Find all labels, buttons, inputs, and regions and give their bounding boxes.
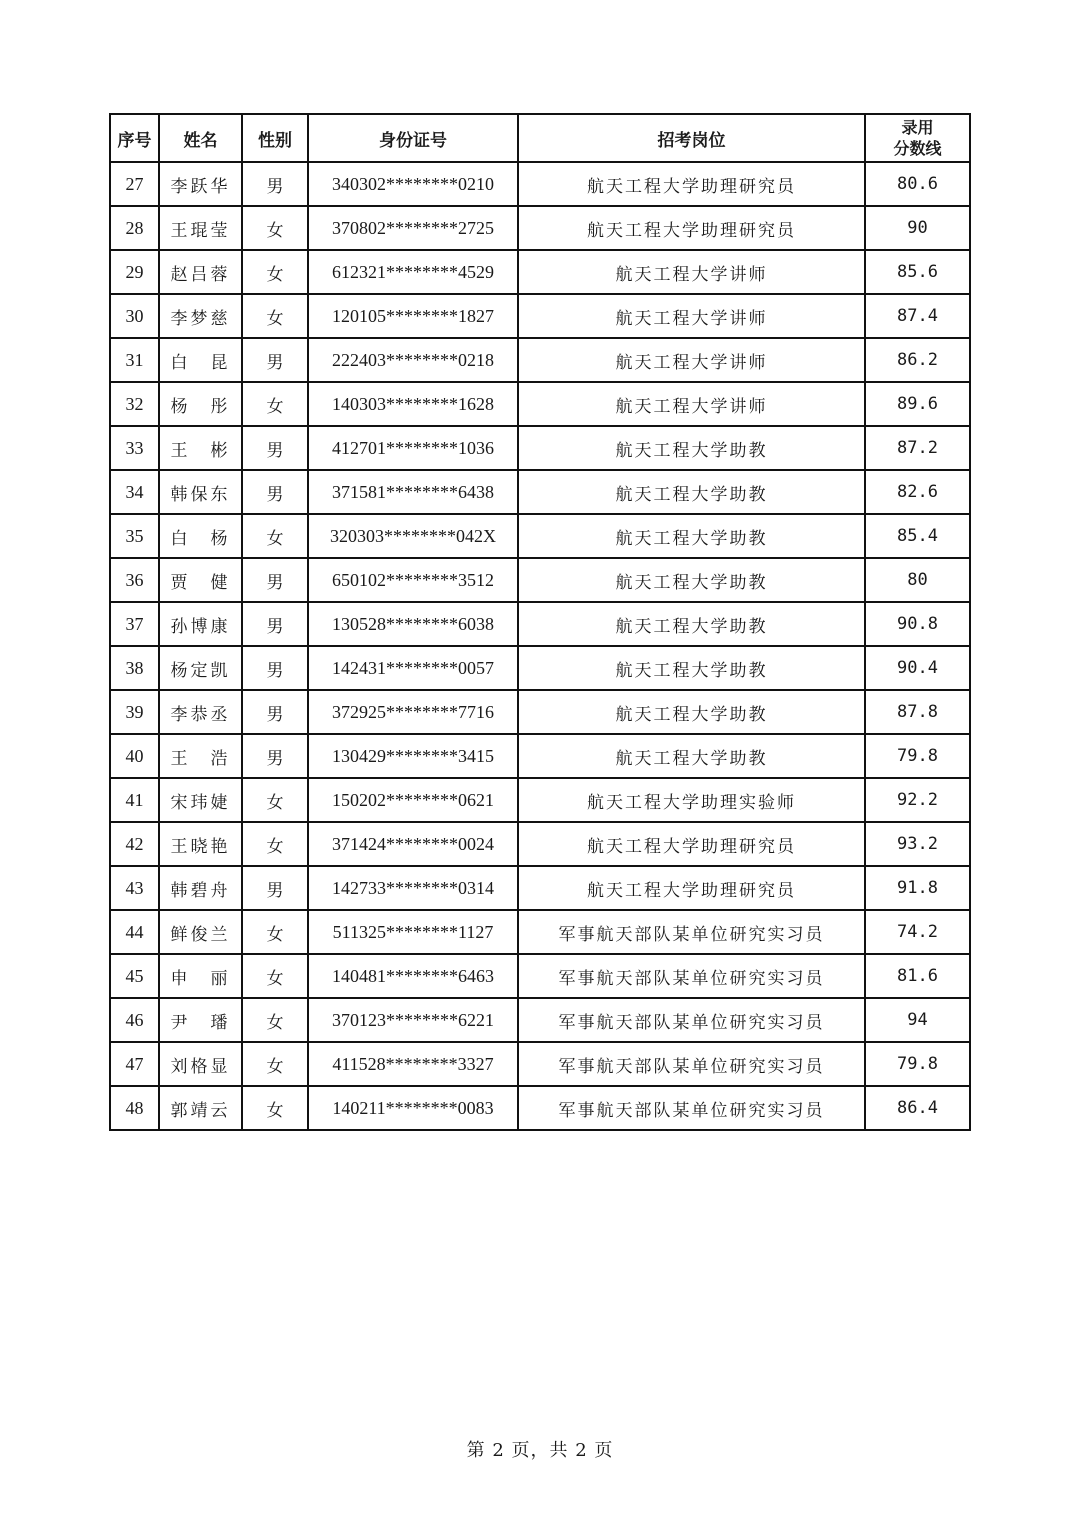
- cell-score: 93.2: [865, 822, 970, 866]
- cell-seq: 44: [110, 910, 159, 954]
- cell-gender: 女: [242, 294, 308, 338]
- cell-gender: 女: [242, 382, 308, 426]
- cell-name: 王琨莹: [159, 206, 242, 250]
- cell-id-number: 140303********1628: [308, 382, 518, 426]
- cell-id-number: 130429********3415: [308, 734, 518, 778]
- table-row: [110, 294, 970, 338]
- table-row: [110, 910, 970, 954]
- table-row: [110, 1042, 970, 1086]
- cell-score: 90: [865, 206, 970, 250]
- cell-name: 白 杨: [159, 514, 242, 558]
- cell-gender: 男: [242, 426, 308, 470]
- cell-score: 85.4: [865, 514, 970, 558]
- cell-gender: 男: [242, 690, 308, 734]
- cell-seq: 30: [110, 294, 159, 338]
- cell-seq: 48: [110, 1086, 159, 1130]
- cell-gender: 女: [242, 206, 308, 250]
- header-score: [865, 114, 970, 162]
- cell-name: 韩碧舟: [159, 866, 242, 910]
- cell-seq: 38: [110, 646, 159, 690]
- cell-seq: 27: [110, 162, 159, 206]
- cell-id-number: 140481********6463: [308, 954, 518, 998]
- cell-score: 90.8: [865, 602, 970, 646]
- cell-gender: 女: [242, 998, 308, 1042]
- cell-position: 航天工程大学助理研究员: [518, 206, 865, 250]
- cell-id-number: 142733********0314: [308, 866, 518, 910]
- table-body: [110, 162, 970, 1130]
- cell-position: 航天工程大学助教: [518, 602, 865, 646]
- cell-name: 王 浩: [159, 734, 242, 778]
- cell-id-number: 140211********0083: [308, 1086, 518, 1130]
- cell-position: 航天工程大学助理实验师: [518, 778, 865, 822]
- cell-seq: 31: [110, 338, 159, 382]
- cell-position: 航天工程大学讲师: [518, 294, 865, 338]
- cell-score: 86.4: [865, 1086, 970, 1130]
- cell-gender: 女: [242, 910, 308, 954]
- cell-seq: 40: [110, 734, 159, 778]
- cell-id-number: 222403********0218: [308, 338, 518, 382]
- header-score-line1: 录用: [901, 118, 934, 137]
- header-gender: 性别: [242, 114, 308, 162]
- cell-position: 航天工程大学助教: [518, 734, 865, 778]
- cell-position: 航天工程大学讲师: [518, 338, 865, 382]
- cell-gender: 男: [242, 734, 308, 778]
- cell-name: 贾 健: [159, 558, 242, 602]
- cell-score: 90.4: [865, 646, 970, 690]
- table-row: [110, 778, 970, 822]
- cell-name: 李跃华: [159, 162, 242, 206]
- table-row: [110, 162, 970, 206]
- cell-score: 89.6: [865, 382, 970, 426]
- header-seq: 序号: [110, 114, 159, 162]
- cell-name: 刘格显: [159, 1042, 242, 1086]
- cell-gender: 女: [242, 514, 308, 558]
- table-row: [110, 514, 970, 558]
- cell-seq: 39: [110, 690, 159, 734]
- cell-score: 82.6: [865, 470, 970, 514]
- cell-id-number: 370802********2725: [308, 206, 518, 250]
- cell-name: 宋玮婕: [159, 778, 242, 822]
- cell-score: 81.6: [865, 954, 970, 998]
- cell-name: 李恭丞: [159, 690, 242, 734]
- table-header: [110, 114, 970, 162]
- cell-score: 74.2: [865, 910, 970, 954]
- cell-score: 92.2: [865, 778, 970, 822]
- cell-position: 航天工程大学助理研究员: [518, 866, 865, 910]
- cell-gender: 男: [242, 162, 308, 206]
- cell-gender: 女: [242, 954, 308, 998]
- cell-name: 郭靖云: [159, 1086, 242, 1130]
- cell-position: 航天工程大学助理研究员: [518, 822, 865, 866]
- cell-id-number: 320303********042X: [308, 514, 518, 558]
- cell-name: 李梦慈: [159, 294, 242, 338]
- cell-seq: 37: [110, 602, 159, 646]
- cell-name: 鲜俊兰: [159, 910, 242, 954]
- cell-id-number: 120105********1827: [308, 294, 518, 338]
- cell-position: 军事航天部队某单位研究实习员: [518, 998, 865, 1042]
- header-score-line2: 分数线: [893, 139, 942, 158]
- cell-seq: 46: [110, 998, 159, 1042]
- table-row: [110, 1086, 970, 1130]
- cell-position: 军事航天部队某单位研究实习员: [518, 910, 865, 954]
- header-name: 姓名: [159, 114, 242, 162]
- cell-score: 87.8: [865, 690, 970, 734]
- cell-score: 79.8: [865, 1042, 970, 1086]
- cell-seq: 41: [110, 778, 159, 822]
- table-row: [110, 470, 970, 514]
- cell-gender: 男: [242, 866, 308, 910]
- table-row: [110, 954, 970, 998]
- table-row: [110, 558, 970, 602]
- cell-score: 87.2: [865, 426, 970, 470]
- cell-name: 王晓艳: [159, 822, 242, 866]
- cell-seq: 42: [110, 822, 159, 866]
- cell-seq: 36: [110, 558, 159, 602]
- cell-score: 87.4: [865, 294, 970, 338]
- cell-gender: 女: [242, 778, 308, 822]
- table-row: [110, 338, 970, 382]
- cell-gender: 女: [242, 1086, 308, 1130]
- cell-name: 韩保东: [159, 470, 242, 514]
- cell-name: 白 昆: [159, 338, 242, 382]
- cell-name: 孙博康: [159, 602, 242, 646]
- cell-seq: 28: [110, 206, 159, 250]
- table-row: [110, 646, 970, 690]
- header-row: [110, 114, 970, 162]
- cell-score: 86.2: [865, 338, 970, 382]
- cell-seq: 43: [110, 866, 159, 910]
- cell-seq: 34: [110, 470, 159, 514]
- cell-score: 80: [865, 558, 970, 602]
- cell-name: 尹 璠: [159, 998, 242, 1042]
- table-row: [110, 602, 970, 646]
- cell-id-number: 370123********6221: [308, 998, 518, 1042]
- cell-position: 航天工程大学助教: [518, 558, 865, 602]
- cell-name: 赵吕蓉: [159, 250, 242, 294]
- page-footer: 第 2 页，共 2 页: [466, 1440, 614, 1461]
- cell-gender: 男: [242, 470, 308, 514]
- table-row: [110, 426, 970, 470]
- cell-score: 91.8: [865, 866, 970, 910]
- table-row: [110, 998, 970, 1042]
- cell-gender: 女: [242, 822, 308, 866]
- cell-id-number: 411528********3327: [308, 1042, 518, 1086]
- cell-gender: 男: [242, 558, 308, 602]
- admission-table: [109, 113, 971, 1131]
- cell-name: 王 彬: [159, 426, 242, 470]
- cell-id-number: 511325********1127: [308, 910, 518, 954]
- cell-gender: 女: [242, 250, 308, 294]
- cell-seq: 32: [110, 382, 159, 426]
- cell-name: 杨定凯: [159, 646, 242, 690]
- cell-position: 航天工程大学助教: [518, 470, 865, 514]
- cell-gender: 男: [242, 646, 308, 690]
- header-position: 招考岗位: [518, 114, 865, 162]
- cell-score: 85.6: [865, 250, 970, 294]
- cell-name: 杨 彤: [159, 382, 242, 426]
- cell-score: 80.6: [865, 162, 970, 206]
- cell-id-number: 150202********0621: [308, 778, 518, 822]
- cell-position: 航天工程大学助教: [518, 646, 865, 690]
- cell-id-number: 130528********6038: [308, 602, 518, 646]
- cell-id-number: 612321********4529: [308, 250, 518, 294]
- cell-gender: 女: [242, 1042, 308, 1086]
- cell-gender: 男: [242, 602, 308, 646]
- cell-position: 军事航天部队某单位研究实习员: [518, 1086, 865, 1130]
- cell-id-number: 371581********6438: [308, 470, 518, 514]
- table-row: [110, 822, 970, 866]
- cell-seq: 47: [110, 1042, 159, 1086]
- cell-id-number: 371424********0024: [308, 822, 518, 866]
- table-row: [110, 382, 970, 426]
- table-row: [110, 690, 970, 734]
- cell-seq: 45: [110, 954, 159, 998]
- header-id-number: 身份证号: [308, 114, 518, 162]
- cell-gender: 男: [242, 338, 308, 382]
- cell-score: 79.8: [865, 734, 970, 778]
- cell-position: 航天工程大学助教: [518, 690, 865, 734]
- cell-id-number: 142431********0057: [308, 646, 518, 690]
- table-row: [110, 206, 970, 250]
- cell-position: 航天工程大学讲师: [518, 382, 865, 426]
- cell-name: 申 丽: [159, 954, 242, 998]
- table-row: [110, 866, 970, 910]
- cell-id-number: 412701********1036: [308, 426, 518, 470]
- cell-seq: 33: [110, 426, 159, 470]
- cell-seq: 35: [110, 514, 159, 558]
- table-row: [110, 734, 970, 778]
- cell-seq: 29: [110, 250, 159, 294]
- cell-position: 军事航天部队某单位研究实习员: [518, 954, 865, 998]
- cell-position: 航天工程大学助教: [518, 514, 865, 558]
- cell-id-number: 340302********0210: [308, 162, 518, 206]
- cell-position: 航天工程大学助理研究员: [518, 162, 865, 206]
- cell-id-number: 650102********3512: [308, 558, 518, 602]
- cell-position: 航天工程大学助教: [518, 426, 865, 470]
- cell-position: 航天工程大学讲师: [518, 250, 865, 294]
- cell-score: 94: [865, 998, 970, 1042]
- table-row: [110, 250, 970, 294]
- cell-position: 军事航天部队某单位研究实习员: [518, 1042, 865, 1086]
- cell-id-number: 372925********7716: [308, 690, 518, 734]
